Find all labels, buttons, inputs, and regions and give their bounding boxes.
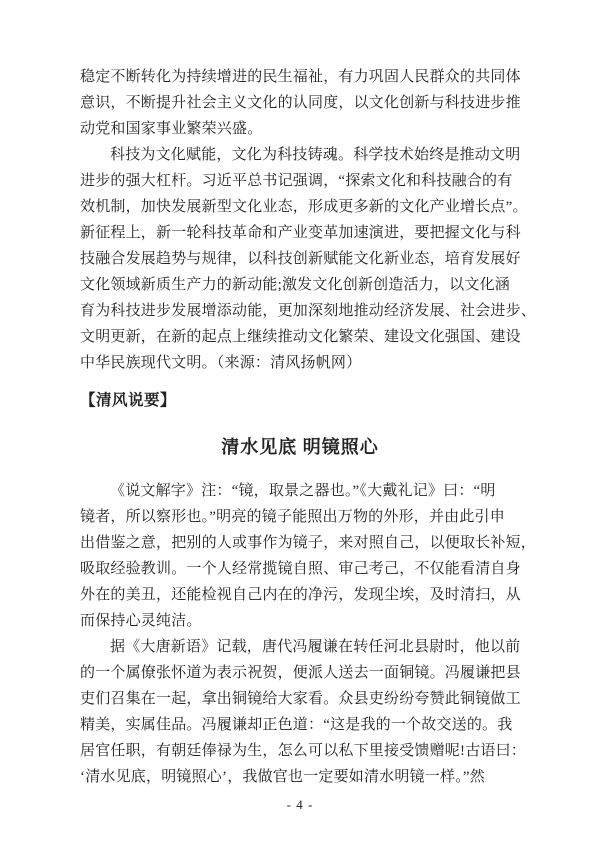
- text-line: 出借鉴之意，把别的人或事作为镜子，来对照自己，以便取长补短，: [80, 535, 537, 551]
- page-number: - 4 -: [286, 797, 314, 812]
- text-line: 意识，不断提升社会主义文化的认同度，以文化创新与科技进步推: [80, 95, 521, 111]
- text-line: 居官任职，有朝廷俸禄为生，怎么可以私下里接受馈赠呢!古语曰：: [80, 743, 526, 759]
- text-line: 而保持心灵纯洁。: [80, 613, 202, 629]
- text-line: 科技为文化赋能，文化为科技铸魂。科学技术始终是推动文明: [110, 147, 521, 163]
- text-line: 文明更新，在新的起点上继续推动文化繁荣、建设文化强国、建设: [80, 329, 521, 345]
- text-line: 外在的美丑，还能检视自己内在的净污，发现尘埃，及时清扫，从: [80, 587, 521, 603]
- text-line: 吏们召集在一起，拿出铜镜给大家看。众县吏纷纷夸赞此铜镜做工: [80, 691, 521, 707]
- section-header: 【清风说要】: [80, 392, 177, 409]
- text-line: 育为科技进步发展增添动能，更加深刻地推动经济发展、社会进步、: [80, 303, 537, 319]
- text-line: 吸取经验教训。一个人经常揽镜自照、审己考己，不仅能看清自身: [80, 561, 521, 577]
- document-page: [80, 0, 537, 814]
- text-line: 文化领域新质生产力的新动能;激发文化创新创造活力，以文化涵: [80, 277, 510, 293]
- paragraph: [80, 142, 537, 376]
- text-line: 稳定不断转化为持续增进的民生福祉，有力巩固人民群众的共同体: [80, 69, 521, 85]
- text-line: 效机制，加快发展新型文化业态，形成更多新的文化产业增长点”。: [80, 199, 528, 215]
- paragraph: [80, 478, 537, 634]
- text-line: 进步的强大杠杆。习近平总书记强调，“探索文化和科技融合的有: [80, 173, 513, 189]
- text-line: 的一个属僚张怀道为表示祝贺，便派人送去一面铜镜。冯履谦把县: [80, 665, 521, 681]
- text-line: 新征程上，新一轮科技革命和产业变革加速演进，要把握文化与科: [80, 225, 521, 241]
- paragraph: [80, 634, 526, 790]
- text-line: ‘清水见底，明镜照心’，我做官也一定要如清水明镜一样。”然: [80, 769, 485, 785]
- paragraph: [80, 64, 520, 142]
- text-line: 精美，实属佳品。冯履谦却正色道：“这是我的一个故交送的。我: [80, 717, 513, 733]
- text-line: 动党和国家事业繁荣兴盛。: [80, 121, 263, 137]
- text-line: 中华民族现代文明。（来源：清风扬帆网）: [80, 355, 362, 371]
- text-line: 据《大唐新语》记载，唐代冯履谦在转任河北县尉时，他以前: [110, 639, 521, 655]
- article-title: 清水见底 明镜照心: [221, 437, 379, 457]
- text-line: 《说文解字》注：“镜，取景之器也。”《大戴礼记》曰：“明: [110, 483, 496, 499]
- text-line: 镜者，所以察形也。”明亮的镜子能照出万物的外形，并由此引申: [80, 509, 505, 525]
- text-line: 技融合发展趋势与规律，以科技创新赋能文化新业态，培育发展好: [80, 251, 521, 267]
